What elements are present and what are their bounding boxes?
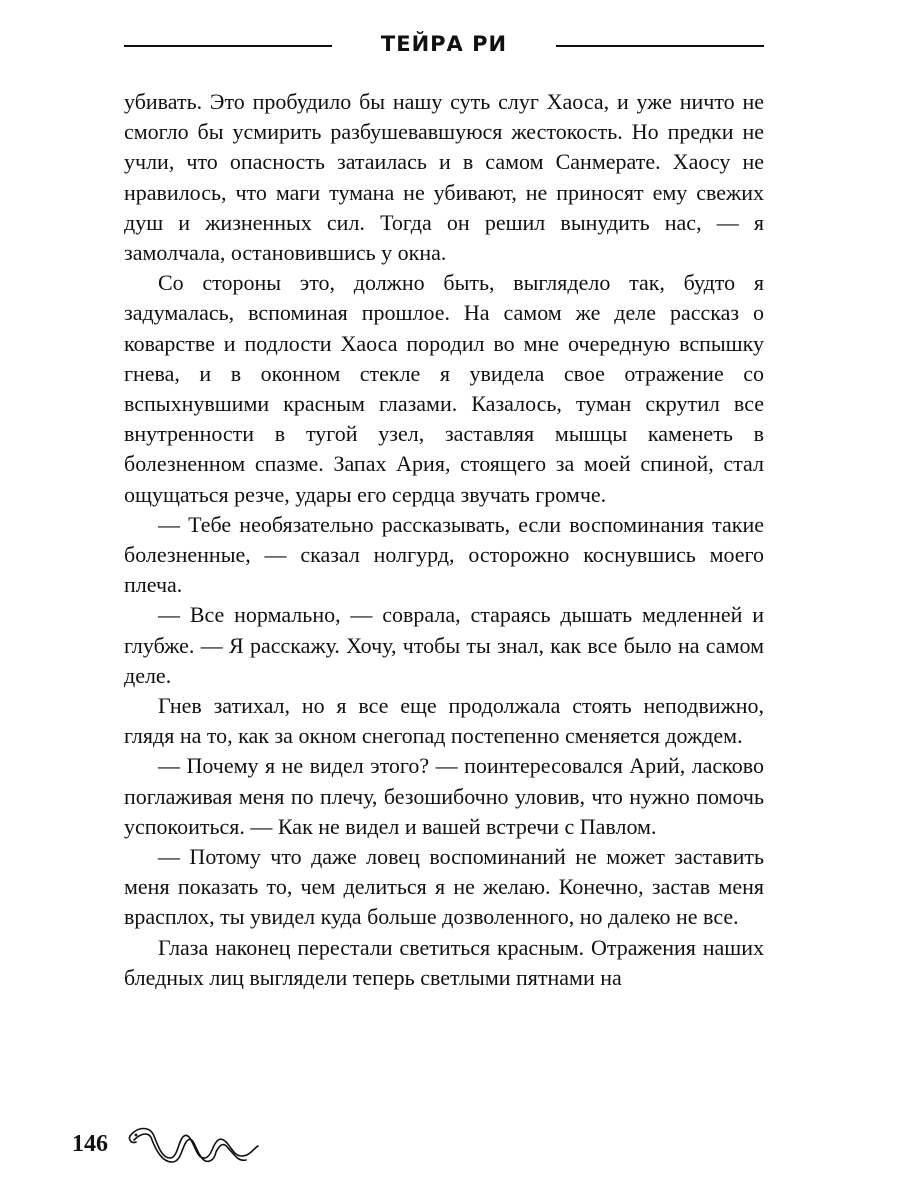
header-rule-right xyxy=(556,45,764,47)
paragraph-7: — Потому что даже ловец воспоминаний не может заставить меня показать то, чем делиться я не желаю. Конечно, застав меня врасплох, ты увидел куда больше дозволенного, но далеко не все. xyxy=(124,844,764,930)
paragraph-5: Гнев затихал, но я все еще продолжала стоять неподвижно, глядя на то, как за окном снегопад постепенно сменяется дождем. xyxy=(124,693,764,749)
header-author-title: ТЕЙРА РИ xyxy=(380,32,508,56)
paragraph-2: Со стороны это, должно быть, выглядело так, будто я задумалась, вспоминая прошлое. На самом же деле рассказ о коварстве и подлости Хаоса породил во мне очередную вспышку гнева, и в оконном стекле я увидела свое отражение со вспыхнувшими красным глазами. Казалось, туман скрутил все внутренности в тугой узел, заставляя мышцы каменеть в болезненном спазме. Запах Ария, стоящего за моей спиной, стал ощущаться резче, удары его сердца звучать громче. xyxy=(124,270,764,507)
serpent-wave-icon xyxy=(124,1118,264,1171)
paragraph-4: — Все нормально, — соврала, стараясь дышать медленней и глубже. — Я расскажу. Хочу, чтобы ты знал, как все было на самом деле. xyxy=(124,602,764,688)
paragraph-6: — Почему я не видел этого? — поинтересовался Арий, ласково поглаживая меня по плечу, безошибочно уловив, что нужно помочь успокоиться. — Как не видел и вашей встречи с Павлом. xyxy=(124,753,764,839)
page-body xyxy=(124,87,764,993)
running-header xyxy=(124,30,764,60)
paragraph-8: Глаза наконец перестали светиться красным. Отражения наших бледных лиц выглядели теперь светлыми пятнами на xyxy=(124,934,764,990)
page-number: 146 xyxy=(72,1131,108,1157)
paragraph-3: — Тебе необязательно рассказывать, если воспоминания такие болезненные, — сказал нолгурд, осторожно коснувшись моего плеча. xyxy=(124,511,764,598)
paragraph-1: убивать. Это пробудило бы нашу суть слуг Хаоса, и уже ничто не смогло бы усмирить разбушевавшуюся жестокость. Но предки не учли, что опасность затаилась и в самом Санмерате. Хаосу не нравилось, что маги тумана не убивают, не приносят ему свежих душ и жизненных сил. Тогда он решил вынудить нас, — я замолчала, остановившись у окна. xyxy=(124,89,764,266)
page-footer xyxy=(72,1118,312,1168)
